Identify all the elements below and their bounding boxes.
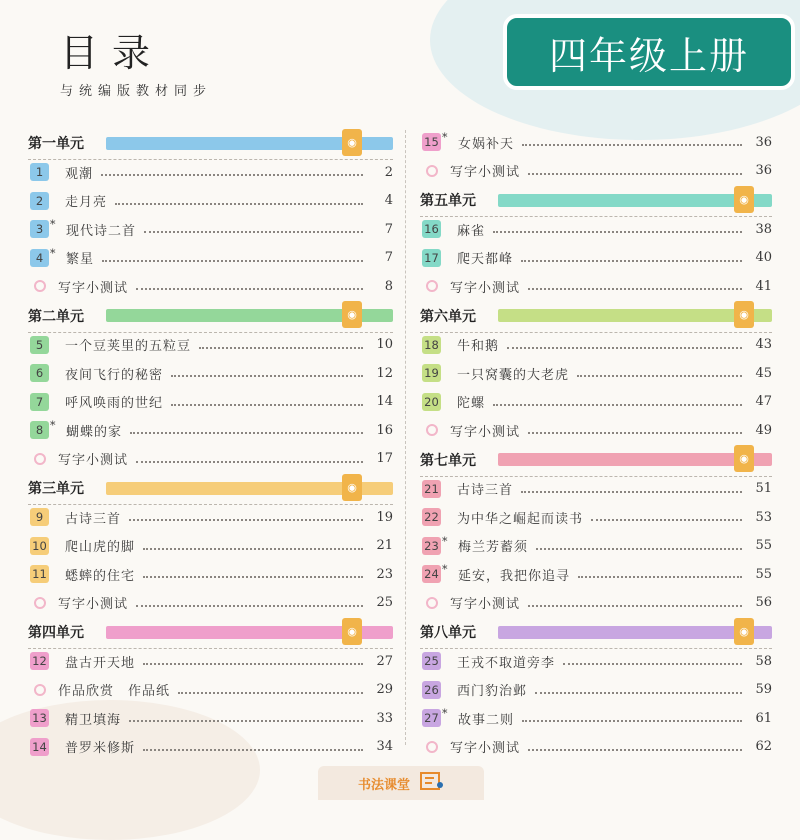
writing-test-item[interactable] [420, 157, 772, 186]
leader-dots [528, 749, 742, 751]
lesson-number: 1 [30, 163, 49, 181]
leader-dots [101, 174, 363, 176]
column-divider [405, 130, 406, 745]
leader-dots [129, 519, 363, 521]
audio-icon[interactable] [342, 301, 362, 328]
lesson-title: 繁星 [66, 252, 95, 268]
writing-ring-icon [34, 453, 46, 465]
leader-dots [522, 144, 742, 146]
leader-dots [143, 576, 363, 578]
audio-icon[interactable] [734, 618, 754, 645]
page-number: 36 [755, 163, 772, 179]
lesson-number: 20 [422, 393, 441, 411]
leader-dots [578, 576, 742, 578]
writing-test-item[interactable] [28, 445, 393, 474]
lesson-number: 13 [30, 709, 49, 727]
optional-star-mark: * [50, 419, 56, 432]
lesson-title: 蝴蝶的家 [66, 424, 123, 440]
lesson-title: 写字小测试 [58, 597, 129, 613]
page-number: 4 [384, 193, 393, 209]
unit-title: 第一单元 [28, 136, 84, 152]
lesson-item[interactable] [420, 215, 772, 244]
lesson-item[interactable] [28, 704, 393, 733]
page-number: 27 [376, 653, 393, 669]
writing-ring-icon [426, 741, 438, 753]
sound-wave-icon: ◉ [739, 192, 749, 206]
leader-dots [136, 605, 363, 607]
lesson-title: 观潮 [65, 166, 94, 182]
book-icon [420, 771, 444, 795]
writing-test-item[interactable] [28, 272, 393, 301]
leader-dots [528, 605, 742, 607]
writing-ring-icon [34, 684, 46, 696]
lesson-number: 7 [30, 393, 49, 411]
optional-star-mark: * [50, 246, 56, 260]
leader-dots [493, 404, 742, 406]
lesson-number: 11 [30, 565, 49, 583]
page-number: 21 [376, 538, 393, 554]
page-number: 51 [755, 481, 772, 497]
leader-dots [563, 663, 742, 665]
lesson-item[interactable] [420, 388, 772, 417]
audio-icon[interactable] [734, 186, 754, 213]
unit-header [28, 617, 393, 647]
page-number: 25 [376, 595, 393, 611]
leader-dots [536, 548, 742, 550]
page-number: 43 [755, 337, 772, 353]
writing-ring-icon [426, 424, 438, 436]
leader-dots [143, 663, 363, 665]
lesson-title: 陀螺 [457, 396, 486, 412]
page-number: 7 [384, 250, 393, 266]
optional-star-mark: * [442, 534, 448, 548]
lesson-title: 一只窝囊的大老虎 [457, 367, 570, 383]
lesson-item[interactable] [28, 359, 393, 388]
toc-column-left [28, 128, 393, 761]
unit-title: 第八单元 [420, 625, 476, 641]
lesson-title: 写字小测试 [450, 741, 521, 757]
writing-ring-icon [426, 597, 438, 609]
lesson-title: 夜间飞行的秘密 [65, 367, 164, 383]
leader-dots [528, 432, 742, 434]
leader-dots [136, 288, 363, 290]
leader-dots [178, 692, 363, 694]
writing-ring-icon [34, 597, 46, 609]
lesson-title: 古诗三首 [457, 483, 514, 499]
page-number: 41 [755, 278, 772, 294]
lesson-item[interactable] [420, 359, 772, 388]
lesson-item[interactable] [420, 128, 772, 157]
unit-title: 第四单元 [28, 625, 84, 641]
lesson-item[interactable] [28, 215, 393, 244]
lesson-title: 为中华之崛起而读书 [457, 511, 584, 527]
lesson-title: 延安，我把你追寻 [458, 568, 571, 584]
page-number: 45 [755, 365, 772, 381]
page-number: 34 [376, 739, 393, 755]
leader-dots [144, 231, 363, 233]
unit-title: 第二单元 [28, 308, 84, 325]
page-number: 47 [755, 394, 772, 410]
writing-test-item[interactable] [28, 676, 393, 705]
unit-color-bar [106, 309, 393, 322]
leader-dots [171, 375, 363, 377]
lesson-item[interactable] [420, 244, 772, 273]
writing-ring-icon [426, 280, 438, 292]
audio-icon[interactable] [342, 474, 362, 501]
lesson-item[interactable] [420, 676, 772, 705]
leader-dots [143, 749, 363, 751]
leader-dots [528, 288, 742, 290]
lesson-item[interactable] [28, 187, 393, 216]
unit-color-bar [498, 453, 772, 466]
page-subtitle: 与统编版教材同步 [60, 84, 213, 99]
audio-icon[interactable] [734, 301, 754, 328]
lesson-item[interactable] [28, 331, 393, 360]
lesson-number: 24 [422, 565, 441, 583]
unit-header [420, 445, 772, 475]
optional-star-mark: * [442, 707, 448, 720]
optional-star-mark: * [442, 131, 448, 144]
lesson-item[interactable] [28, 244, 393, 273]
page-number: 55 [755, 538, 772, 554]
audio-icon[interactable] [342, 129, 362, 156]
lesson-number: 27 [422, 709, 441, 727]
page-number: 61 [755, 710, 772, 726]
unit-color-bar [498, 194, 772, 207]
lesson-item[interactable] [420, 532, 772, 561]
page-number: 38 [755, 221, 772, 237]
leader-dots [591, 519, 742, 521]
lesson-title: 女娲补天 [458, 136, 515, 152]
lesson-item[interactable] [28, 416, 393, 445]
lesson-title: 普罗米修斯 [65, 741, 136, 757]
page-number: 29 [376, 682, 393, 698]
footer-badge [318, 766, 484, 800]
page-number: 19 [376, 509, 393, 525]
page-number: 10 [376, 337, 393, 353]
leader-dots [199, 347, 363, 349]
lesson-title: 爬山虎的脚 [65, 540, 136, 556]
writing-test-item[interactable] [420, 272, 772, 301]
page-number: 40 [755, 250, 772, 266]
lesson-item[interactable] [28, 733, 393, 762]
lesson-item[interactable] [28, 647, 393, 676]
lesson-number: 8 [30, 421, 49, 439]
page-number: 53 [755, 509, 772, 525]
sound-wave-icon: ◉ [347, 308, 357, 321]
sound-wave-icon: ◉ [739, 308, 749, 321]
sound-wave-icon: ◉ [739, 452, 749, 465]
lesson-number: 15 [422, 133, 441, 151]
lesson-number: 21 [422, 480, 441, 498]
lesson-title: 西门豹治邺 [457, 684, 528, 700]
page-title: 目录 [60, 31, 165, 75]
page-number: 16 [376, 422, 393, 438]
unit-color-bar [106, 626, 393, 639]
lesson-title: 牛和鹅 [457, 339, 500, 355]
unit-color-bar [498, 309, 772, 322]
unit-color-bar [106, 482, 393, 495]
lesson-number: 6 [30, 364, 49, 382]
unit-header [28, 301, 393, 331]
lesson-number: 22 [422, 508, 441, 526]
writing-ring-icon [426, 165, 438, 177]
lesson-title: 梅兰芳蓄须 [458, 540, 529, 556]
footer-label: 书法课堂 [357, 777, 410, 793]
lesson-item[interactable] [28, 158, 393, 187]
page-number: 55 [755, 566, 772, 582]
lesson-title: 盘古开天地 [65, 655, 136, 671]
toc-column-right [420, 128, 772, 761]
unit-title: 第三单元 [28, 481, 84, 497]
lesson-title: 写字小测试 [450, 165, 521, 181]
page-number: 7 [384, 221, 393, 237]
page-number: 36 [755, 134, 772, 150]
lesson-number: 26 [422, 681, 441, 699]
unit-color-bar [498, 626, 772, 639]
lesson-number: 9 [30, 508, 49, 526]
sound-wave-icon: ◉ [347, 135, 357, 149]
lesson-number: 14 [30, 738, 49, 756]
lesson-title: 写字小测试 [450, 597, 521, 613]
lesson-item[interactable] [420, 647, 772, 676]
lesson-number: 18 [422, 336, 441, 354]
lesson-title: 王戎不取道旁李 [457, 655, 556, 671]
writing-test-item[interactable] [420, 416, 772, 445]
lesson-title: 写字小测试 [58, 453, 129, 469]
leader-dots [528, 173, 742, 175]
leader-dots [521, 260, 742, 262]
unit-header [28, 128, 393, 158]
lesson-item[interactable] [28, 560, 393, 589]
page-number: 2 [384, 164, 393, 180]
page-number: 14 [376, 394, 393, 410]
grade-badge: 四年级上册 [503, 14, 795, 90]
lesson-title: 走月亮 [65, 195, 108, 211]
lesson-title: 古诗三首 [65, 511, 122, 527]
lesson-title: 一个豆荚里的五粒豆 [65, 339, 192, 355]
page-number: 49 [755, 422, 772, 438]
leader-dots [136, 461, 363, 463]
lesson-number: 10 [30, 537, 49, 555]
page-number: 12 [376, 365, 393, 381]
unit-header [420, 301, 772, 331]
lesson-title: 蟋蟀的住宅 [65, 568, 136, 584]
lesson-title: 写字小测试 [58, 280, 129, 296]
lesson-number: 25 [422, 652, 441, 670]
lesson-item[interactable] [420, 704, 772, 733]
lesson-title: 现代诗二首 [66, 223, 137, 239]
unit-color-bar [106, 137, 393, 150]
lesson-item[interactable] [28, 532, 393, 561]
page-number: 59 [755, 682, 772, 698]
leader-dots [577, 375, 742, 377]
unit-header [420, 185, 772, 215]
lesson-title: 作品欣赏 作品纸 [58, 684, 171, 700]
unit-title: 第七单元 [420, 452, 476, 469]
unit-header [28, 473, 393, 503]
lesson-item[interactable] [28, 388, 393, 417]
leader-dots [102, 260, 363, 262]
page-number: 8 [384, 278, 393, 294]
lesson-number: 4 [30, 249, 49, 267]
lesson-number: 16 [422, 220, 441, 238]
lesson-item[interactable] [420, 331, 772, 360]
lesson-item[interactable] [420, 503, 772, 532]
lesson-title: 故事二则 [458, 712, 515, 728]
audio-icon[interactable] [734, 445, 754, 472]
page-number: 58 [755, 653, 772, 669]
writing-ring-icon [34, 280, 46, 292]
writing-test-item[interactable] [420, 733, 772, 762]
page-number: 62 [755, 739, 772, 755]
lesson-item[interactable] [28, 503, 393, 532]
optional-star-mark: * [50, 218, 56, 231]
lesson-title: 麻雀 [457, 223, 486, 239]
page-number: 23 [376, 566, 393, 582]
leader-dots [143, 548, 363, 550]
lesson-number: 5 [30, 336, 49, 354]
lesson-title: 呼风唤雨的世纪 [65, 396, 164, 412]
lesson-number: 12 [30, 652, 49, 670]
page-number: 17 [376, 451, 393, 467]
unit-header [420, 617, 772, 647]
lesson-item[interactable] [420, 560, 772, 589]
leader-dots [535, 692, 742, 694]
writing-test-item[interactable] [28, 589, 393, 618]
leader-dots [507, 347, 742, 349]
leader-dots [521, 491, 742, 493]
lesson-number: 19 [422, 364, 441, 382]
lesson-title: 写字小测试 [450, 424, 521, 440]
optional-star-mark: * [442, 563, 448, 576]
lesson-number: 2 [30, 192, 49, 210]
lesson-number: 17 [422, 249, 441, 267]
leader-dots [171, 404, 363, 406]
page-number: 33 [376, 710, 393, 726]
audio-icon[interactable] [342, 618, 362, 645]
lesson-title: 写字小测试 [450, 280, 521, 296]
leader-dots [115, 203, 363, 205]
sound-wave-icon: ◉ [347, 624, 357, 638]
lesson-title: 爬天都峰 [457, 252, 514, 268]
writing-test-item[interactable] [420, 589, 772, 618]
sound-wave-icon: ◉ [739, 624, 749, 638]
lesson-item[interactable] [420, 475, 772, 504]
leader-dots [129, 720, 363, 722]
lesson-number: 23 [422, 537, 441, 555]
sound-wave-icon: ◉ [347, 480, 357, 494]
unit-title: 第六单元 [420, 308, 476, 325]
leader-dots [522, 720, 742, 722]
leader-dots [130, 432, 363, 434]
leader-dots [493, 231, 742, 233]
lesson-number: 3 [30, 220, 49, 238]
lesson-title: 精卫填海 [65, 712, 122, 728]
unit-title: 第五单元 [420, 193, 476, 209]
page-number: 56 [755, 595, 772, 611]
